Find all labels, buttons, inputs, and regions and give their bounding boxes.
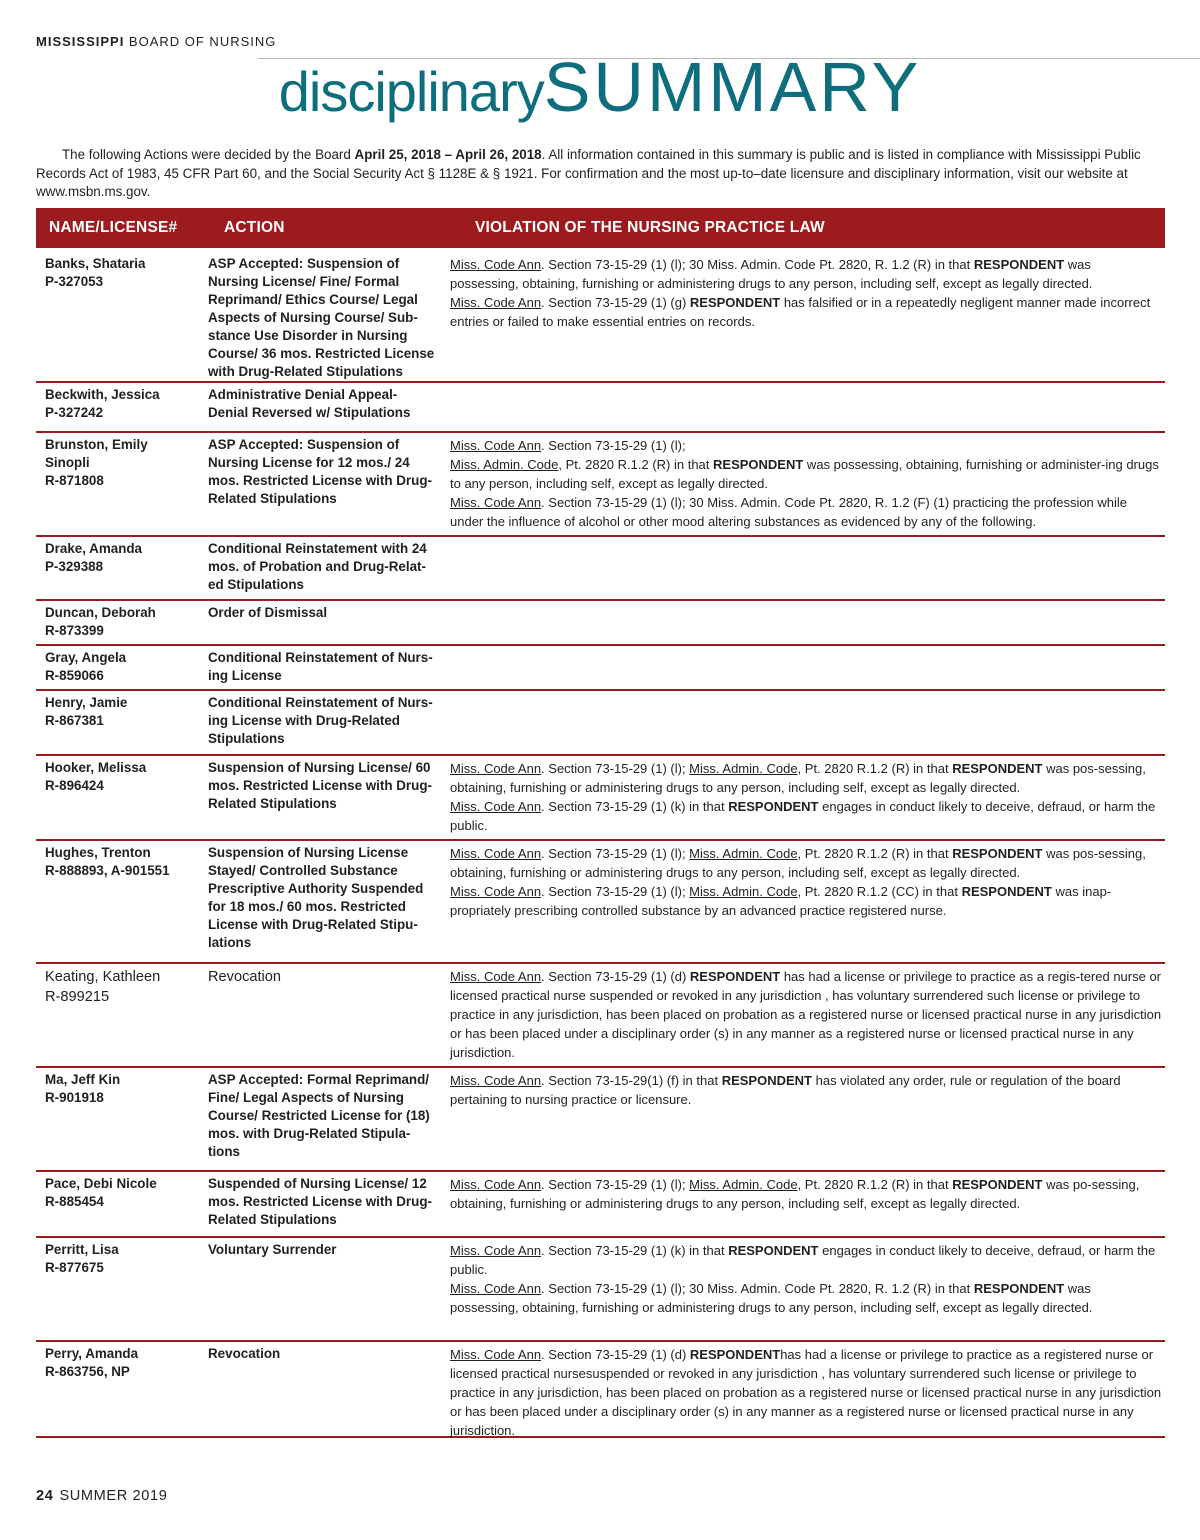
violation-paragraph (450, 1175, 1162, 1213)
action-line: mos. with Drug-Related Stipula- (208, 1126, 411, 1141)
violation-text: was pos-sessing, obtaining, furnishing or administering drugs to any person, including self, except as legally directed. (450, 846, 1146, 880)
action-line: mos. Restricted License with Drug- (208, 778, 432, 793)
statute-citation: Miss. Code Ann (450, 438, 542, 453)
violation-text: . Section 73-15-29 (1) (l); (541, 884, 690, 899)
page-number: 24 (36, 1488, 54, 1504)
violation-text: . Section 73-15-29 (1) (l); 30 Miss. Admin. Code Pt. 2820, R. 1.2 (F) (1) practicing the profession while under the influence of alcohol or other mood altering substances as evidenced by any of the following. (450, 495, 1128, 529)
table-row (36, 601, 1165, 646)
violation-paragraph (450, 844, 1162, 882)
action-line: Voluntary Surrender (208, 1242, 337, 1257)
statute-citation: Miss. Admin. Code, (689, 1177, 802, 1192)
running-header (36, 34, 276, 49)
violation-text: . Section 73-15-29 (1) (d) (541, 1347, 690, 1362)
respondent-label: RESPONDENT (689, 1347, 781, 1362)
cell-action (208, 1071, 440, 1161)
table-row (36, 252, 1165, 383)
statute-citation: Miss. Code Ann (450, 1243, 542, 1258)
table-row (36, 691, 1165, 756)
cell-violation (450, 255, 1162, 331)
licensee-name: Perry, Amanda (45, 1346, 139, 1361)
action-line: License with Drug-Related Stipu- (208, 917, 418, 932)
action-line: Course/ 36 mos. Restricted License (208, 346, 435, 361)
violation-text: . Section 73-15-29 (1) (d) (541, 969, 690, 984)
statute-citation: Miss. Code Ann (450, 1347, 542, 1362)
action-line: Related Stipulations (208, 491, 337, 506)
license-number: R-867381 (45, 713, 104, 728)
page-footer (36, 1488, 167, 1504)
cell-name-license (45, 604, 205, 640)
action-line: ed Stipulations (208, 577, 304, 592)
violation-paragraph (450, 493, 1162, 531)
column-header-action: ACTION (224, 219, 285, 236)
action-line: ing License (208, 668, 282, 683)
table-row (36, 537, 1165, 601)
license-number: P-327242 (45, 405, 104, 420)
violation-paragraph (450, 436, 1162, 455)
violation-text: was pos-sessing, obtaining, furnishing or administering drugs to any person, including self, except as legally directed. (450, 761, 1146, 795)
cell-name-license (45, 1071, 205, 1107)
table-row (36, 1172, 1165, 1238)
action-line: Nursing License/ Fine/ Formal (208, 274, 400, 289)
licensee-name: Ma, Jeff Kin (45, 1072, 121, 1087)
respondent-label: RESPONDENT (952, 846, 1043, 861)
statute-citation: Miss. Admin. Code (689, 846, 798, 861)
violation-paragraph (450, 1241, 1162, 1279)
column-header-violation: VIOLATION OF THE NURSING PRACTICE LAW (475, 219, 825, 236)
title-part-disciplinary: disciplinary (278, 60, 544, 123)
violation-text: . Section 73-15-29 (1) (g) (541, 295, 690, 310)
statute-citation: Miss. Code Ann (450, 257, 542, 272)
table-row (36, 646, 1165, 691)
violation-text: engages in conduct likely to deceive, defraud, or harm the public. (450, 1243, 1156, 1277)
intro-post: . All information contained in this summary is public and is listed in compliance with Mississippi Public Records Act of 1983, 45 CFR Part 60, and the Social Security Act § 1128E & § 1921. For confirmation and the most up-to–date licensure and disciplinary information, visit our website at www.msbn.ms.gov. (36, 147, 1141, 199)
license-number: P-329388 (45, 559, 104, 574)
license-number: R-863756, NP (45, 1364, 130, 1379)
violation-text: . Section 73-15-29 (1) (l); (541, 761, 690, 776)
cell-action (208, 844, 440, 952)
license-number: R-859066 (45, 668, 104, 683)
action-line: Prescriptive Authority Suspended (208, 881, 424, 896)
action-line: Course/ Restricted License for (18) (208, 1108, 430, 1123)
table-row (36, 964, 1165, 1068)
cell-action (208, 694, 440, 748)
respondent-label: RESPONDENT (952, 761, 1043, 776)
action-line: mos. of Probation and Drug-Relat- (208, 559, 426, 574)
violation-text: was inap-propriately prescribing controlled substance by an advanced practice registered nurse. (450, 884, 1112, 918)
action-line: Conditional Reinstatement with 24 (208, 541, 427, 556)
violation-text: . Section 73-15-29 (1) (l); 30 Miss. Admin. Code Pt. 2820, R. 1.2 (R) in that (541, 257, 974, 272)
statute-citation: Miss. Code Ann (450, 1281, 542, 1296)
license-number: R-896424 (45, 778, 104, 793)
table-row (36, 433, 1165, 537)
statute-citation: Miss. Code Ann (450, 1073, 542, 1088)
violation-text: was possessing, obtaining, furnishing or administering drugs to any person, including self, except as legally directed. (450, 257, 1093, 291)
respondent-label: RESPONDENT (961, 884, 1052, 899)
action-line: Denial Reversed w/ Stipulations (208, 405, 411, 420)
table-row (36, 383, 1165, 433)
cell-action (208, 604, 440, 622)
cell-action (208, 540, 440, 594)
respondent-label: RESPONDENT (728, 799, 819, 814)
statute-citation: Miss. Admin. Code (450, 457, 559, 472)
table-row (36, 1342, 1165, 1438)
cell-violation (450, 759, 1162, 835)
intro-dates: April 25, 2018 – April 26, 2018 (354, 147, 542, 162)
violation-paragraph (450, 967, 1162, 1062)
action-line: ing License with Drug-Related (208, 713, 400, 728)
statute-citation: Miss. Code Ann (450, 295, 542, 310)
violation-paragraph (450, 293, 1162, 331)
license-number: R-873399 (45, 623, 104, 638)
action-line: Related Stipulations (208, 796, 337, 811)
violation-paragraph (450, 882, 1162, 920)
respondent-label: RESPONDENT (973, 1281, 1065, 1296)
violation-text: . Section 73-15-29 (1) (k) in that (541, 799, 729, 814)
action-line: Related Stipulations (208, 1212, 337, 1227)
action-line: mos. Restricted License with Drug- (208, 1194, 432, 1209)
licensee-name: Beckwith, Jessica (45, 387, 160, 402)
cell-violation (450, 436, 1162, 531)
violation-text: was possessing, obtaining, furnishing or administer-ing drugs to any person, including self, except as legally directed. (450, 457, 1159, 491)
action-line: Order of Dismissal (208, 605, 328, 620)
cell-name-license (45, 1241, 205, 1277)
cell-action (208, 386, 440, 422)
cell-name-license (45, 967, 205, 1007)
statute-citation: Miss. Admin. Code (689, 761, 798, 776)
cell-name-license (45, 649, 205, 685)
violation-text: . Section 73-15-29 (1) (l); 30 Miss. Admin. Code Pt. 2820, R. 1.2 (R) in that (541, 1281, 974, 1296)
license-number: R-871808 (45, 473, 104, 488)
cell-name-license (45, 694, 205, 730)
violation-paragraph (450, 255, 1162, 293)
cell-violation (450, 1175, 1162, 1213)
cell-action (208, 436, 440, 508)
issue-label: SUMMER 2019 (59, 1488, 168, 1504)
column-header-name: NAME/LICENSE# (49, 219, 178, 236)
table-row (36, 1068, 1165, 1172)
violation-text: has had a license or privilege to practice as a regis-tered nurse or licensed practical nurse suspended or revoked in any jurisdiction , has voluntary surrendered such license or privilege to practice in any jurisdiction, has been placed on probation as a registered nurse or licensed practical nurse in any jurisdiction or has been placed under a disciplinary order (s) in any manner as a registered nurse or licensed practical nurse in any jurisdiction. (450, 969, 1162, 1060)
violation-text: . Section 73-15-29 (1) (l); (541, 1177, 690, 1192)
action-line: Suspension of Nursing License (208, 845, 409, 860)
cell-action (208, 1241, 440, 1259)
statute-citation: Miss. Code Ann (450, 495, 542, 510)
action-line: Stayed/ Controlled Substance (208, 863, 398, 878)
action-line: Aspects of Nursing Course/ Sub- (208, 310, 418, 325)
action-line: Conditional Reinstatement of Nurs- (208, 695, 433, 710)
violation-text: was possessing, obtaining, furnishing or administering drugs to any person, including self, except as legally directed. (450, 1281, 1093, 1315)
cell-name-license (45, 759, 205, 795)
action-line: with Drug-Related Stipulations (208, 364, 403, 379)
intro-paragraph (36, 146, 1160, 202)
action-line: Revocation (208, 969, 282, 985)
violation-paragraph (450, 1071, 1162, 1109)
cell-action (208, 759, 440, 813)
action-line: lations (208, 935, 252, 950)
cell-name-license (45, 1345, 205, 1381)
violation-paragraph (450, 759, 1162, 797)
violation-text: was po-sessing, obtaining, furnishing or administering drugs to any person, including self, except as legally directed. (450, 1177, 1140, 1211)
statute-citation: Miss. Code Ann (450, 761, 542, 776)
violation-text: has violated any order, rule or regulation of the board pertaining to nursing practice or licensure. (450, 1073, 1121, 1107)
action-line: Suspended of Nursing License/ 12 (208, 1176, 427, 1191)
license-number: P-327053 (45, 274, 104, 289)
action-line: Nursing License for 12 mos./ 24 (208, 455, 410, 470)
license-number: R-888893, A-901551 (45, 863, 170, 878)
violation-text: has falsified or in a repeatedly negligent manner made incorrect entries or failed to make essential entries on records. (450, 295, 1151, 329)
violation-text: . Section 73-15-29(1) (f) in that (541, 1073, 722, 1088)
statute-citation: Miss. Code Ann (450, 969, 542, 984)
org-name-rest: BOARD OF NURSING (124, 34, 277, 49)
cell-name-license (45, 255, 205, 291)
licensee-name: Hooker, Melissa (45, 760, 147, 775)
action-line: ASP Accepted: Suspension of (208, 256, 400, 271)
violation-text: has had a license or privilege to practice as a registered nurse or licensed practical nursesuspended or revoked in any jurisdiction , has voluntary surrendered such license or privilege to practice in any jurisdiction, has been placed on probation as a registered nurse or licensed practical nurse in any jurisdiction or has been placed under a disciplinary order (s) in any manner as a registered nurse or licensed practical nurse in any jurisdiction. (450, 1347, 1162, 1438)
statute-citation: Miss. Code Ann (450, 884, 542, 899)
violation-text: engages in conduct likely to deceive, defraud, or harm the public. (450, 799, 1156, 833)
violation-text: Pt. 2820 R.1.2 (R) in that (801, 1177, 953, 1192)
violation-text: . Section 73-15-29 (1) (l); (541, 438, 686, 453)
licensee-name: Sinopli (45, 455, 90, 470)
table-row (36, 841, 1165, 964)
page-title (0, 48, 1200, 126)
statute-citation: Miss. Code Ann (450, 1177, 542, 1192)
respondent-label: RESPONDENT (952, 1177, 1043, 1192)
license-number: R-885454 (45, 1194, 104, 1209)
cell-violation (450, 844, 1162, 920)
respondent-label: RESPONDENT (728, 1243, 819, 1258)
violation-text: , Pt. 2820 R.1.2 (R) in that (797, 761, 953, 776)
violation-text: , Pt. 2820 R.1.2 (R) in that (797, 846, 953, 861)
statute-citation: Miss. Admin. Code (689, 884, 798, 899)
violation-paragraph (450, 455, 1162, 493)
violation-paragraph (450, 1279, 1162, 1317)
action-line: Fine/ Legal Aspects of Nursing (208, 1090, 404, 1105)
action-line: mos. Restricted License with Drug- (208, 473, 432, 488)
licensee-name: Henry, Jamie (45, 695, 128, 710)
licensee-name: Gray, Angela (45, 650, 127, 665)
respondent-label: RESPONDENT (713, 457, 804, 472)
violation-text: , Pt. 2820 R.1.2 (R) in that (558, 457, 714, 472)
licensee-name: Keating, Kathleen (45, 969, 161, 985)
violation-text: , Pt. 2820 R.1.2 (CC) in that (797, 884, 962, 899)
cell-violation (450, 1241, 1162, 1317)
cell-name-license (45, 436, 205, 490)
violation-text: . Section 73-15-29 (1) (k) in that (541, 1243, 729, 1258)
licensee-name: Duncan, Deborah (45, 605, 156, 620)
license-number: R-901918 (45, 1090, 104, 1105)
statute-citation: Miss. Code Ann (450, 799, 542, 814)
violation-text: . Section 73-15-29 (1) (l); (541, 846, 690, 861)
table-header (36, 208, 1165, 248)
respondent-label: RESPONDENT (973, 257, 1065, 272)
org-name-bold: MISSISSIPPI (36, 34, 125, 49)
action-line: Revocation (208, 1346, 281, 1361)
violation-paragraph (450, 1345, 1162, 1440)
disciplinary-table-body (36, 252, 1165, 1438)
title-part-summary: SUMMARY (543, 48, 922, 126)
action-line: ASP Accepted: Formal Reprimand/ (208, 1072, 429, 1087)
respondent-label: RESPONDENT (721, 1073, 812, 1088)
table-row (36, 756, 1165, 841)
table-row (36, 1238, 1165, 1342)
cell-name-license (45, 540, 205, 576)
statute-citation: Miss. Code Ann (450, 846, 542, 861)
cell-action (208, 967, 440, 987)
cell-violation (450, 967, 1162, 1062)
licensee-name: Pace, Debi Nicole (45, 1176, 157, 1191)
cell-name-license (45, 1175, 205, 1211)
respondent-label: RESPONDENT (689, 295, 781, 310)
violation-paragraph (450, 797, 1162, 835)
license-number: R-899215 (45, 989, 110, 1005)
action-line: tions (208, 1144, 240, 1159)
licensee-name: Banks, Shataria (45, 256, 146, 271)
action-line: for 18 mos./ 60 mos. Restricted (208, 899, 406, 914)
cell-action (208, 649, 440, 685)
action-line: ASP Accepted: Suspension of (208, 437, 400, 452)
action-line: Administrative Denial Appeal- (208, 387, 398, 402)
cell-name-license (45, 386, 205, 422)
cell-action (208, 1345, 440, 1363)
respondent-label: RESPONDENT (689, 969, 781, 984)
cell-name-license (45, 844, 205, 880)
license-number: R-877675 (45, 1260, 104, 1275)
intro-pre: The following Actions were decided by the Board (62, 147, 355, 162)
licensee-name: Hughes, Trenton (45, 845, 151, 860)
cell-violation (450, 1071, 1162, 1109)
licensee-name: Brunston, Emily (45, 437, 148, 452)
action-line: Stipulations (208, 731, 285, 746)
licensee-name: Drake, Amanda (45, 541, 142, 556)
action-line: Conditional Reinstatement of Nurs- (208, 650, 433, 665)
cell-action (208, 1175, 440, 1229)
cell-action (208, 255, 440, 381)
action-line: stance Use Disorder in Nursing (208, 328, 408, 343)
action-line: Reprimand/ Ethics Course/ Legal (208, 292, 418, 307)
licensee-name: Perritt, Lisa (45, 1242, 119, 1257)
cell-violation (450, 1345, 1162, 1440)
action-line: Suspension of Nursing License/ 60 (208, 760, 431, 775)
